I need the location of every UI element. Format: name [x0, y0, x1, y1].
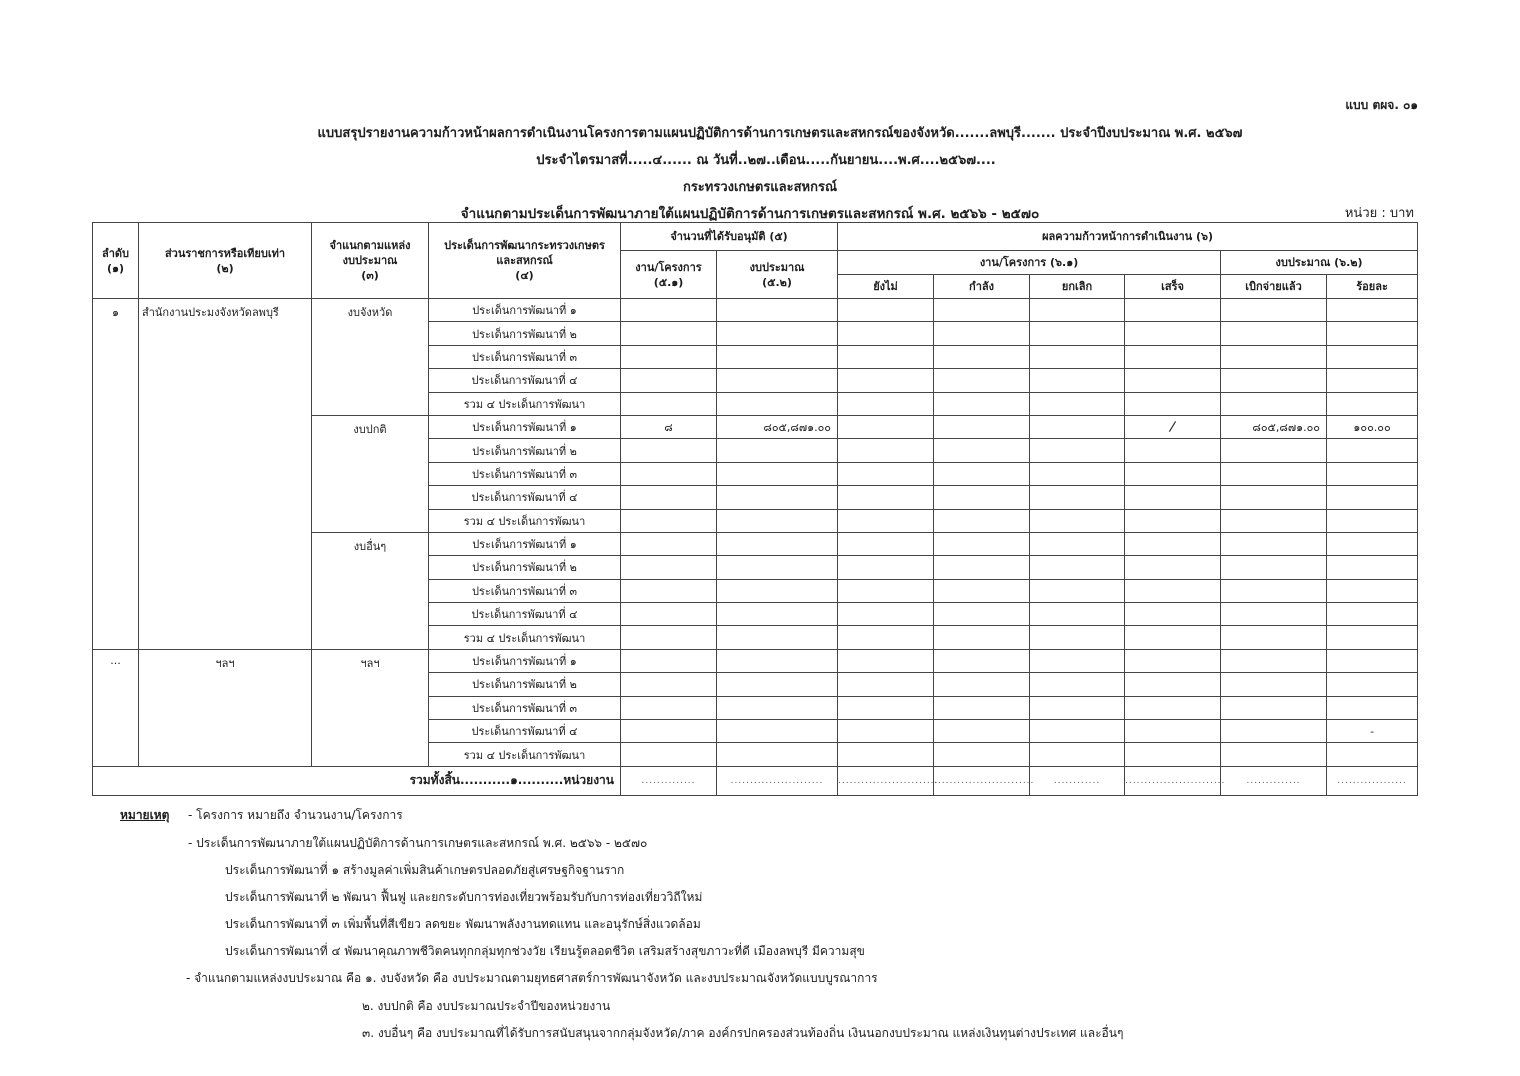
approved-budget-cell [717, 603, 838, 626]
percent-cell [1327, 696, 1418, 719]
status-in-progress-cell [934, 673, 1030, 696]
status-done-cell [1125, 299, 1221, 322]
disbursed-cell [1221, 649, 1327, 672]
approved-budget-cell [717, 322, 838, 345]
percent-cell [1327, 322, 1418, 345]
status-not-started-cell [838, 743, 934, 766]
approved-budget-cell [717, 486, 838, 509]
status-done-cell [1125, 556, 1221, 579]
approved-projects-cell [621, 462, 717, 485]
status-done-cell [1125, 649, 1221, 672]
table-row [93, 649, 1418, 672]
budget-disbursed-header: เบิกจ่ายแล้ว [1221, 275, 1327, 299]
issue-cell: ประเด็นการพัฒนาที่ ๑ [429, 532, 621, 555]
order-cell: ... [93, 649, 139, 766]
status-cancelled-cell [1030, 626, 1125, 649]
status-in-progress-cell [934, 392, 1030, 415]
progress-header: ผลความก้าวหน้าการดำเนินงาน (๖) [838, 223, 1418, 251]
approved-projects-cell [621, 696, 717, 719]
source-cell: งบจังหวัด [312, 299, 429, 416]
approved-projects-cell [621, 486, 717, 509]
percent-cell [1327, 462, 1418, 485]
status-in-progress-cell [934, 322, 1030, 345]
status-done-cell [1125, 720, 1221, 743]
status-done-cell [1125, 415, 1221, 438]
status-not-started-cell [838, 369, 934, 392]
percent-cell [1327, 556, 1418, 579]
status-not-started-cell [838, 462, 934, 485]
note-issue-1: ประเด็นการพัฒนาที่ ๑ สร้างมูลค่าเพิ่มสินค้าเกษตรปลอดภัยสู่เศรษฐกิจฐานราก [225, 863, 625, 877]
approved-projects-cell: ๘ [621, 415, 717, 438]
note-source-1: - จำแนกตามแหล่งงบประมาณ คือ ๑. งบจังหวัด คือ งบประมาณตามยุทธศาสตร์การพัฒนาจังหวัด และงบประมาณจังหวัดแบบบูรณาการ [186, 971, 878, 985]
percent-cell [1327, 743, 1418, 766]
status-cancelled-cell [1030, 439, 1125, 462]
status-in-progress-cell [934, 649, 1030, 672]
status-in-progress-cell [934, 509, 1030, 532]
percent-cell [1327, 369, 1418, 392]
issue-cell: ประเด็นการพัฒนาที่ ๔ [429, 720, 621, 743]
percent-cell [1327, 673, 1418, 696]
approved-budget-cell [717, 556, 838, 579]
approved-projects-cell [621, 673, 717, 696]
status-not-started-cell [838, 299, 934, 322]
status-done-cell [1125, 603, 1221, 626]
approved-projects-cell [621, 439, 717, 462]
status-cancelled-cell [1030, 696, 1125, 719]
source-cell: ฯลฯ [312, 649, 429, 766]
status-cancelled-cell [1030, 392, 1125, 415]
total-value-cell: .............. [621, 766, 717, 795]
disbursed-cell: ๘๐๕,๘๗๑.๐๐ [1221, 415, 1327, 438]
note-issue-2: ประเด็นการพัฒนาที่ ๒ พัฒนา ฟื้นฟู และยกระดับการท่องเที่ยวพร้อมรับกับการท่องเที่ยววิถีใหม่ [225, 890, 703, 904]
percent-cell [1327, 532, 1418, 555]
disbursed-cell [1221, 579, 1327, 602]
disbursed-cell [1221, 603, 1327, 626]
status-in-progress-cell [934, 696, 1030, 719]
status-not-started-cell [838, 720, 934, 743]
percent-cell [1327, 299, 1418, 322]
issue-cell: รวม ๔ ประเด็นการพัฒนา [429, 509, 621, 532]
status-cancelled-cell [1030, 720, 1125, 743]
note-issues-heading: - ประเด็นการพัฒนาภายใต้แผนปฏิบัติการด้านการเกษตรและสหกรณ์ พ.ศ. ๒๕๖๖ - ๒๕๗๐ [188, 836, 648, 850]
table-body [93, 299, 1418, 796]
disbursed-cell [1221, 626, 1327, 649]
status-cancelled-cell [1030, 603, 1125, 626]
approved-budget-cell [717, 439, 838, 462]
progress-table [92, 222, 1418, 796]
status-in-progress-cell [934, 486, 1030, 509]
order-cell: ๑ [93, 299, 139, 650]
approved-budget-cell: ๘๐๕,๘๗๑.๐๐ [717, 415, 838, 438]
issue-cell: ประเด็นการพัฒนาที่ ๔ [429, 486, 621, 509]
status-not-started-cell [838, 603, 934, 626]
disbursed-cell [1221, 509, 1327, 532]
issue-cell: ประเด็นการพัฒนาที่ ๒ [429, 439, 621, 462]
status-done-cell [1125, 532, 1221, 555]
total-value-cell: ........................ [717, 766, 838, 795]
status-done-cell [1125, 345, 1221, 368]
total-value-cell: ............ [1030, 766, 1125, 795]
status-not-started-cell [838, 345, 934, 368]
percent-cell [1327, 486, 1418, 509]
note-project-definition: - โครงการ หมายถึง จำนวนงาน/โครงการ [188, 808, 403, 822]
status-not-started-cell [838, 649, 934, 672]
approved-projects-cell [621, 720, 717, 743]
status-done-cell [1125, 486, 1221, 509]
percent-cell [1327, 509, 1418, 532]
disbursed-cell [1221, 556, 1327, 579]
note-source-2: ๒. งบปกติ คือ งบประมาณประจำปีของหน่วยงาน [362, 999, 611, 1013]
status-in-progress-cell [934, 532, 1030, 555]
done-mark: / [1168, 418, 1177, 436]
approved-budget-cell [717, 299, 838, 322]
issue-cell: ประเด็นการพัฒนาที่ ๒ [429, 673, 621, 696]
percent-cell [1327, 345, 1418, 368]
status-done-cell [1125, 462, 1221, 485]
issue-cell: รวม ๔ ประเด็นการพัฒนา [429, 392, 621, 415]
approved-projects-cell [621, 532, 717, 555]
approved-projects-cell [621, 345, 717, 368]
total-label: รวมทั้งสิ้น...........๑..........หน่วยงาน [93, 766, 621, 795]
status-in-progress-cell [934, 743, 1030, 766]
issue-cell: ประเด็นการพัฒนาที่ ๑ [429, 299, 621, 322]
budget-percent-header: ร้อยละ [1327, 275, 1418, 299]
status-done-cell [1125, 439, 1221, 462]
disbursed-cell [1221, 720, 1327, 743]
status-not-started-header: ยังไม่ [838, 275, 934, 299]
disbursed-cell [1221, 462, 1327, 485]
status-not-started-cell [838, 696, 934, 719]
col-source-header: จำแนกตามแหล่ง งบประมาณ (๓) [312, 223, 429, 299]
status-cancelled-cell [1030, 322, 1125, 345]
status-in-progress-cell [934, 345, 1030, 368]
disbursed-cell [1221, 439, 1327, 462]
approved-projects-cell [621, 743, 717, 766]
disbursed-cell [1221, 532, 1327, 555]
status-not-started-cell [838, 579, 934, 602]
issue-cell: ประเด็นการพัฒนาที่ ๑ [429, 649, 621, 672]
status-not-started-cell [838, 532, 934, 555]
status-cancelled-cell [1030, 462, 1125, 485]
percent-cell [1327, 649, 1418, 672]
status-done-cell [1125, 626, 1221, 649]
status-not-started-cell [838, 673, 934, 696]
status-in-progress-cell [934, 439, 1030, 462]
approved-projects-cell [621, 509, 717, 532]
total-value-cell: .......................... [838, 766, 934, 795]
approved-budget-cell [717, 673, 838, 696]
status-done-cell [1125, 322, 1221, 345]
issue-cell: ประเด็นการพัฒนาที่ ๓ [429, 345, 621, 368]
status-not-started-cell [838, 626, 934, 649]
approved-projects-cell [621, 603, 717, 626]
status-not-started-cell [838, 486, 934, 509]
status-in-progress-cell [934, 462, 1030, 485]
status-done-header: เสร็จ [1125, 275, 1221, 299]
form-code: แบบ ตผจ. ๐๑ [1345, 98, 1418, 112]
issue-cell: ประเด็นการพัฒนาที่ ๔ [429, 369, 621, 392]
status-not-started-cell [838, 392, 934, 415]
approved-budget-cell [717, 462, 838, 485]
issue-cell: รวม ๔ ประเด็นการพัฒนา [429, 743, 621, 766]
report-period: ประจำไตรมาสที่.....๔...... ณ วันที่..๒๗..เดือน.....กันยายน....พ.ศ....๒๕๖๗.... [536, 153, 996, 168]
total-value-cell: .............. [1221, 766, 1327, 795]
issue-cell: ประเด็นการพัฒนาที่ ๔ [429, 603, 621, 626]
approved-budget-cell [717, 532, 838, 555]
status-in-progress-cell [934, 603, 1030, 626]
status-in-progress-cell [934, 415, 1030, 438]
approved-projects-cell [621, 579, 717, 602]
approved-header: จำนวนที่ได้รับอนุมัติ (๕) [621, 223, 838, 251]
agency-cell: ฯลฯ [139, 649, 312, 766]
approved-budget-cell [717, 369, 838, 392]
total-value-cell: .......................... [1125, 766, 1221, 795]
col-agency-header: ส่วนราชการหรือเทียบเท่า (๒) [139, 223, 312, 299]
status-cancelled-cell [1030, 743, 1125, 766]
status-cancelled-cell [1030, 345, 1125, 368]
status-done-cell [1125, 392, 1221, 415]
status-done-cell [1125, 743, 1221, 766]
note-issue-4: ประเด็นการพัฒนาที่ ๔ พัฒนาคุณภาพชีวิตคนทุกกลุ่มทุกช่วงวัย เรียนรู้ตลอดชีวิต เสริมสร้างสุขภาวะที่ดี เมืองลพบุรี มีความสุข [225, 944, 865, 958]
disbursed-cell [1221, 369, 1327, 392]
approved-budget-cell [717, 743, 838, 766]
status-in-progress-cell [934, 626, 1030, 649]
approved-budget-cell [717, 720, 838, 743]
ministry-name: กระทรวงเกษตรและสหกรณ์ [682, 180, 838, 195]
total-value-cell: .................. [1327, 766, 1418, 795]
status-done-cell [1125, 579, 1221, 602]
status-done-cell [1125, 369, 1221, 392]
issue-cell: ประเด็นการพัฒนาที่ ๒ [429, 556, 621, 579]
issue-cell: ประเด็นการพัฒนาที่ ๓ [429, 696, 621, 719]
note-issue-3: ประเด็นการพัฒนาที่ ๓ เพิ่มพื้นที่สีเขียว ลดขยะ พัฒนาพลังงานทดแทน และอนุรักษ์สิ่งแวดล้อม [225, 917, 701, 931]
disbursed-cell [1221, 345, 1327, 368]
percent-cell [1327, 603, 1418, 626]
report-subtitle: จำแนกตามประเด็นการพัฒนาภายใต้แผนปฏิบัติการด้านการเกษตรและสหกรณ์ พ.ศ. ๒๕๖๖ - ๒๕๗๐ [460, 206, 1040, 222]
approved-budget-cell [717, 509, 838, 532]
issue-cell: ประเด็นการพัฒนาที่ ๒ [429, 322, 621, 345]
status-cancelled-cell [1030, 673, 1125, 696]
status-in-progress-cell [934, 299, 1030, 322]
status-cancelled-cell [1030, 532, 1125, 555]
disbursed-cell [1221, 392, 1327, 415]
status-cancelled-cell [1030, 556, 1125, 579]
status-in-progress-cell [934, 720, 1030, 743]
unit-label: หน่วย : บาท [1344, 206, 1414, 221]
approved-projects-cell [621, 299, 717, 322]
issue-cell: ประเด็นการพัฒนาที่ ๓ [429, 462, 621, 485]
disbursed-cell [1221, 673, 1327, 696]
status-not-started-cell [838, 556, 934, 579]
notes-heading: หมายเหตุ [120, 808, 170, 822]
status-cancelled-cell [1030, 415, 1125, 438]
issue-cell: ประเด็นการพัฒนาที่ ๓ [429, 579, 621, 602]
status-cancelled-header: ยกเลิก [1030, 275, 1125, 299]
source-cell: งบอื่นๆ [312, 532, 429, 649]
approved-budget-cell [717, 345, 838, 368]
approved-budget-cell [717, 696, 838, 719]
status-cancelled-cell [1030, 299, 1125, 322]
progress-projects-header: งาน/โครงการ (๖.๑) [838, 251, 1221, 275]
percent-cell: - [1327, 720, 1418, 743]
status-done-cell [1125, 696, 1221, 719]
approved-budget-header: งบประมาณ (๕.๒) [717, 251, 838, 299]
percent-cell [1327, 579, 1418, 602]
approved-projects-cell [621, 392, 717, 415]
total-row [93, 766, 1418, 795]
status-in-progress-cell [934, 369, 1030, 392]
status-not-started-cell [838, 415, 934, 438]
approved-budget-cell [717, 649, 838, 672]
total-value-cell: .......................... [934, 766, 1030, 795]
status-cancelled-cell [1030, 649, 1125, 672]
report-title: แบบสรุปรายงานความก้าวหน้าผลการดำเนินงานโครงการตามแผนปฏิบัติการด้านการเกษตรและสหกรณ์ของจังหวัด.......ลพบุรี....... ประจำปีงบประมาณ พ.ศ. ๒๕๖๗ [317, 126, 1243, 141]
approved-budget-cell [717, 392, 838, 415]
disbursed-cell [1221, 696, 1327, 719]
note-source-3: ๓. งบอื่นๆ คือ งบประมาณที่ได้รับการสนับสนุนจากกลุ่มจังหวัด/ภาค องค์กรปกครองส่วนท้องถิ่น เงินนอกงบประมาณ แหล่งเงินทุนต่างประเทศ และอื่นๆ [362, 1026, 1124, 1040]
approved-budget-cell [717, 626, 838, 649]
disbursed-cell [1221, 299, 1327, 322]
status-not-started-cell [838, 509, 934, 532]
percent-cell [1327, 439, 1418, 462]
status-cancelled-cell [1030, 369, 1125, 392]
issue-cell: รวม ๔ ประเด็นการพัฒนา [429, 626, 621, 649]
disbursed-cell [1221, 486, 1327, 509]
progress-budget-header: งบประมาณ (๖.๒) [1221, 251, 1418, 275]
status-cancelled-cell [1030, 486, 1125, 509]
table-row [93, 299, 1418, 322]
approved-budget-cell [717, 579, 838, 602]
status-cancelled-cell [1030, 579, 1125, 602]
status-not-started-cell [838, 439, 934, 462]
percent-cell [1327, 626, 1418, 649]
status-done-cell [1125, 509, 1221, 532]
issue-cell: ประเด็นการพัฒนาที่ ๑ [429, 415, 621, 438]
status-cancelled-cell [1030, 509, 1125, 532]
approved-projects-cell [621, 649, 717, 672]
approved-projects-cell [621, 369, 717, 392]
agency-cell: สำนักงานประมงจังหวัดลพบุรี [139, 299, 312, 650]
approved-projects-cell [621, 556, 717, 579]
disbursed-cell [1221, 322, 1327, 345]
approved-projects-header: งาน/โครงการ (๕.๑) [621, 251, 717, 299]
status-in-progress-header: กำลัง [934, 275, 1030, 299]
disbursed-cell [1221, 743, 1327, 766]
status-done-cell [1125, 673, 1221, 696]
status-not-started-cell [838, 322, 934, 345]
percent-cell: ๑๐๐.๐๐ [1327, 415, 1418, 438]
percent-cell [1327, 392, 1418, 415]
status-in-progress-cell [934, 579, 1030, 602]
source-cell: งบปกติ [312, 415, 429, 532]
col-issue-header: ประเด็นการพัฒนากระทรวงเกษตร และสหกรณ์ (๔) [429, 223, 621, 299]
col-order-header: ลำดับ (๑) [93, 223, 139, 299]
approved-projects-cell [621, 626, 717, 649]
status-in-progress-cell [934, 556, 1030, 579]
approved-projects-cell [621, 322, 717, 345]
